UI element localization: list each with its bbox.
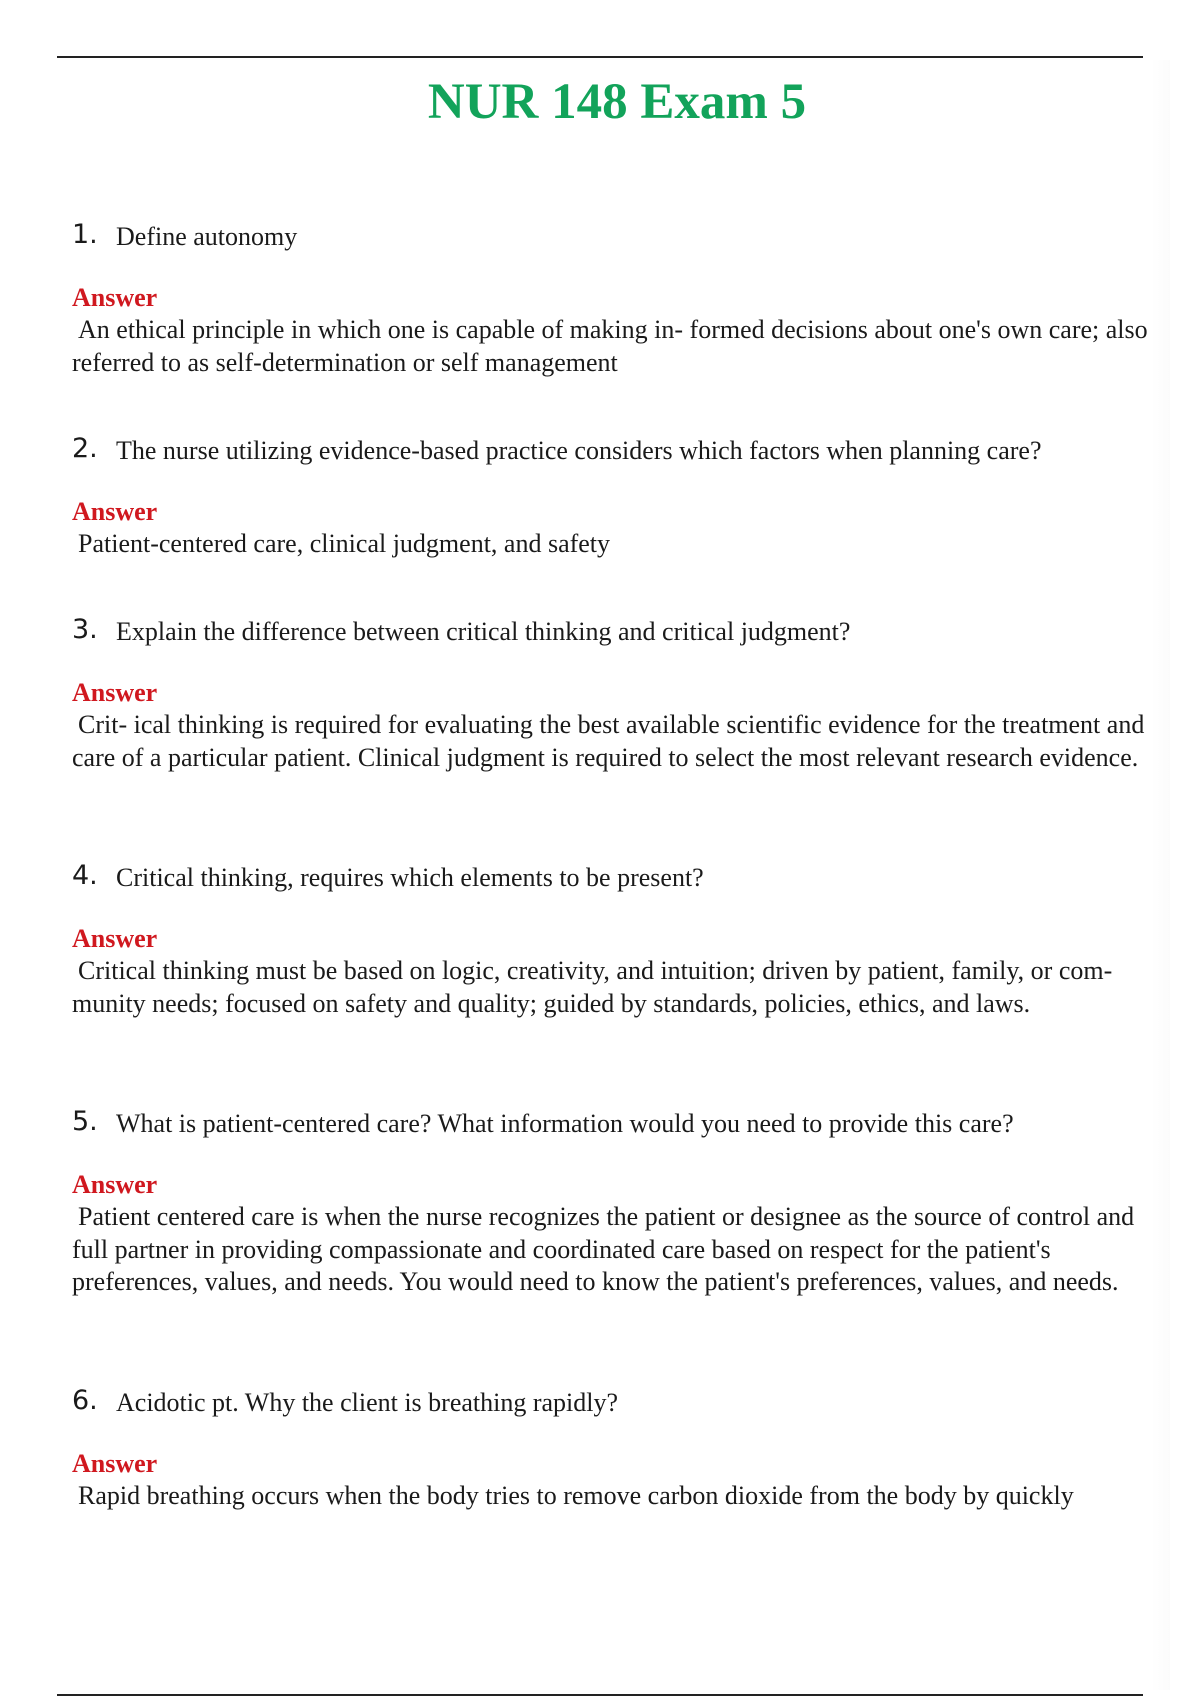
- qa-item-6: [72, 1386, 1162, 1513]
- question-text: Critical thinking, requires which elements to be present?: [116, 863, 704, 892]
- top-rule: [57, 56, 1143, 58]
- question-text: Acidotic pt. Why the client is breathing rapidly?: [116, 1388, 619, 1417]
- qa-item-4: [72, 861, 1162, 1020]
- answer-text: Patient centered care is when the nurse recognizes the patient or designee as the source of control and full partner in providing compassionate and coordinated care based on respect for the patient's preferences, values, and needs. You would need to know the patient's preferences, values, and needs.: [72, 1202, 1135, 1296]
- answer-label: Answer: [72, 1170, 158, 1199]
- question-text: The nurse utilizing evidence-based practice considers which factors when planning care?: [116, 436, 1042, 465]
- answer-label: Answer: [72, 283, 158, 312]
- question-number: 5.: [72, 1106, 98, 1137]
- qa-item-2: [72, 434, 1162, 561]
- answer-label: Answer: [72, 497, 158, 526]
- answer-text: Crit- ical thinking is required for evaluating the best available scientific evidence for the treatment and care of a particular patient. Clinical judgment is required to select the most relevant research evidence.: [72, 710, 1145, 772]
- question-number: 3.: [72, 614, 98, 645]
- question-number: 4.: [72, 860, 98, 891]
- answer-label: Answer: [72, 1449, 158, 1478]
- question-number: 6.: [72, 1385, 98, 1416]
- answer-label: Answer: [72, 924, 158, 953]
- question-6: [72, 1386, 1162, 1420]
- question-2: [72, 434, 1162, 468]
- question-4: [72, 861, 1162, 895]
- qa-item-1: [72, 220, 1162, 379]
- question-5: [72, 1107, 1162, 1141]
- question-number: 2.: [72, 433, 98, 464]
- document-title: NUR 148 Exam 5: [427, 74, 807, 130]
- question-number: 1.: [72, 219, 98, 250]
- answer-label: Answer: [72, 678, 158, 707]
- bottom-rule: [57, 1694, 1143, 1696]
- qa-item-3: [72, 615, 1162, 774]
- page-edge-shade: [1150, 60, 1170, 1690]
- question-text: Explain the difference between critical thinking and critical judgment?: [116, 617, 851, 646]
- answer-text: Critical thinking must be based on logic, creativity, and intuition; driven by patient, family, or com- munity needs; focused on safety and quality; guided by standards, policies, ethics, and laws.: [72, 956, 1113, 1018]
- qa-item-5: [72, 1107, 1162, 1299]
- answer-text: Rapid breathing occurs when the body tries to remove carbon dioxide from the body by quickly: [78, 1481, 1074, 1510]
- answer-text: Patient-centered care, clinical judgment, and safety: [78, 529, 611, 558]
- question-3: [72, 615, 1162, 649]
- question-text: Define autonomy: [116, 222, 298, 251]
- question-text: What is patient-centered care? What information would you need to provide this care?: [116, 1109, 1014, 1138]
- answer-text: An ethical principle in which one is capable of making in- formed decisions about one's own care; also referred to as self-determination or self management: [72, 315, 1148, 377]
- question-1: [72, 220, 1162, 254]
